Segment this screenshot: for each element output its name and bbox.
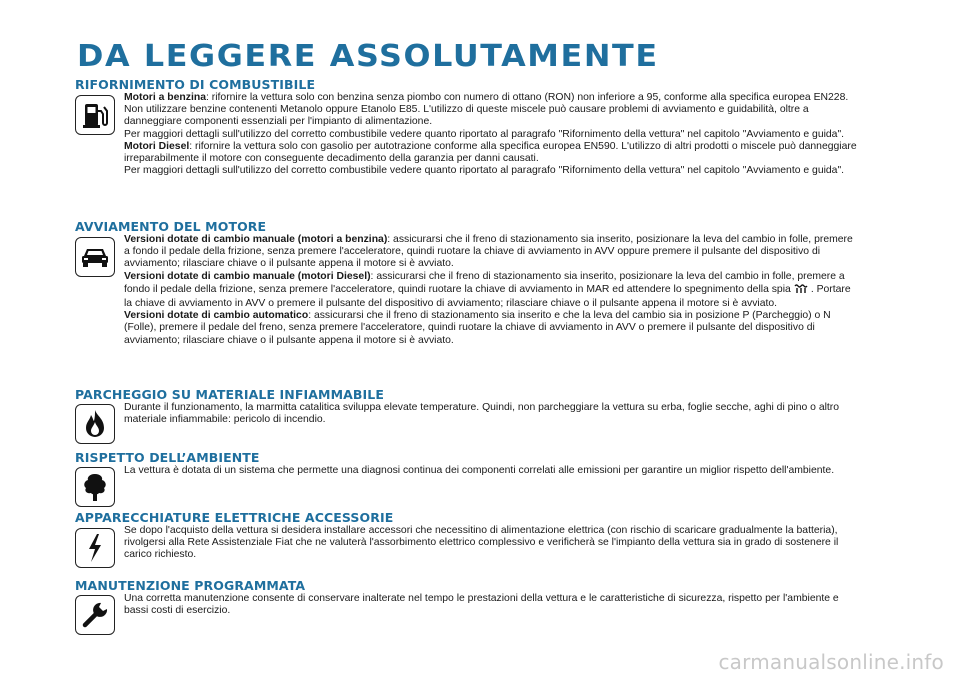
paragraph-text: : rifornire la vettura solo con gasolio per autotrazione conforme alla specifica europea EN590. L'utilizzo di altri prodotti o miscele può danneggiare irreparabilmente il motore con conseguente decadimento della garanzia per danni causati.	[124, 140, 857, 165]
paragraph-label: Versioni dotate di cambio automatico	[124, 310, 309, 322]
section-electrical	[75, 510, 860, 562]
car-icon	[75, 237, 115, 277]
paragraph: Per maggiori dettagli sull'utilizzo del corretto combustibile vedere quanto riportato al paragrafo "Rifornimento della vettura" nel capitolo "Avviamento e guida".	[124, 128, 845, 140]
paragraph	[124, 141, 860, 165]
section-title-parking: PARCHEGGIO SU MATERIALE INFIAMMABILE	[75, 387, 384, 402]
paragraph	[124, 234, 860, 271]
paragraph-text: : rifornire la vettura solo con benzina senza piombo con numero di ottano (RON) non inferiore a 95, conforme alla specifica europea EN228. Non utilizzare benzine contenenti Metanolo oppure Etanolo E85. L'utilizzo di queste miscele può causare problemi di avviamento e guidabilità, oltre a danneggiare componenti essenziali per l'impianto di alimentazione.	[124, 92, 849, 128]
section-body-environment	[124, 465, 860, 477]
section-body-parking	[124, 402, 860, 426]
section-maintenance	[75, 578, 860, 617]
fuel-pump-icon	[75, 95, 115, 135]
section-title-maintenance: MANUTENZIONE PROGRAMMATA	[75, 578, 306, 593]
paragraph-label: Motori Diesel	[124, 140, 190, 152]
paragraph-label: Versioni dotate di cambio manuale (motori a benzina)	[124, 234, 388, 245]
paragraph	[124, 92, 860, 129]
paragraph-text: : assicurarsi che il freno di stazionamento sia inserito, posizionare la leva del cambio in folle, premere a fondo il pedale della frizione, senza premere l'acceleratore, quindi ruotare la chiave di avviamento in AVV oppure premere il pulsante del dispositivo di avviamento; rilasciare chiave o il pulsante appena il motore si è avviato.	[124, 234, 853, 270]
paragraph-text: : assicurarsi che il freno di stazionamento sia inserito, posizionare la leva del cambio in folle, premere a fondo il pedale della frizione, senza premere l'acceleratore, quindi ruotare la chiave di avviamento in MAR ed attendere lo spegnimento della spia	[124, 270, 845, 295]
glow-plug-icon	[794, 283, 808, 298]
lightning-icon	[75, 528, 115, 568]
paragraph-label: Motori a benzina	[124, 92, 206, 103]
section-title-environment: RISPETTO DELL’AMBIENTE	[75, 450, 260, 465]
section-title-start: AVVIAMENTO DEL MOTORE	[75, 219, 267, 234]
section-environment	[75, 450, 860, 477]
paragraph	[124, 271, 860, 311]
paragraph: La vettura è dotata di un sistema che permette una diagnosi continua dei componenti correlati alle emissioni per garantire un miglior rispetto dell'ambiente.	[124, 465, 835, 476]
paragraph	[124, 310, 860, 347]
section-title-electrical: APPARECCHIATURE ELETTRICHE ACCESSORIE	[75, 510, 394, 525]
section-title-fuel: RIFORNIMENTO DI COMBUSTIBILE	[75, 77, 316, 92]
paragraph: Durante il funzionamento, la marmitta catalitica sviluppa elevate temperature. Quindi, non parcheggiare la vettura su erba, foglie secche, aghi di pino o altro materiale infiammabile: pericolo di incendio.	[124, 402, 840, 426]
watermark: carmanualsonline.info	[718, 650, 944, 674]
paragraph: Per maggiori dettagli sull'utilizzo del corretto combustibile vedere quanto riportato al paragrafo "Rifornimento della vettura" nel capitolo "Avviamento e guida".	[124, 165, 845, 177]
wrench-icon	[75, 595, 115, 635]
paragraph: Se dopo l'acquisto della vettura si desidera installare accessori che necessitino di alimentazione elettrica (con rischio di scaricare gradualmente la batteria), rivolgersi alla Rete Assistenziale Fiat che ne valuterà l'assorbimento elettrico complessivo e verificherà se l'impianto della vettura sia in grado di sostenere il carico richiesto.	[124, 525, 839, 561]
section-start	[75, 219, 860, 347]
section-fuel	[75, 77, 860, 177]
section-body-electrical	[124, 525, 860, 562]
paragraph-text: : assicurarsi che il freno di stazionamento sia inserito e che la leva del cambio sia in posizione P (Parcheggio) o N (Folle), premere il pedale del freno, senza premere l'acceleratore, quindi ruotare la chiave di avviamento in AVV o premere il pulsante del dispositivo di avviamento; rilasciare chiave o il pulsante appena il motore si è avviato.	[124, 310, 831, 346]
section-parking	[75, 387, 860, 426]
paragraph: Una corretta manutenzione consente di conservare inalterate nel tempo le prestazioni della vettura e le caratteristiche di sicurezza, rispetto per l'ambiente e bassi costi di esercizio.	[124, 593, 839, 617]
tree-icon	[75, 467, 115, 507]
paragraph-text: . Portare la chiave di avviamento in AVV o premere il pulsante del dispositivo di avviamento; rilasciare chiave o il pulsante appena il motore si è avviato.	[124, 283, 851, 310]
section-body-fuel	[124, 92, 860, 177]
page-title: DA LEGGERE ASSOLUTAMENTE	[77, 39, 659, 74]
section-body-maintenance	[124, 593, 860, 617]
paragraph-label: Versioni dotate di cambio manuale (motori Diesel)	[124, 270, 371, 282]
section-body-start	[124, 234, 860, 347]
flame-icon	[75, 404, 115, 444]
